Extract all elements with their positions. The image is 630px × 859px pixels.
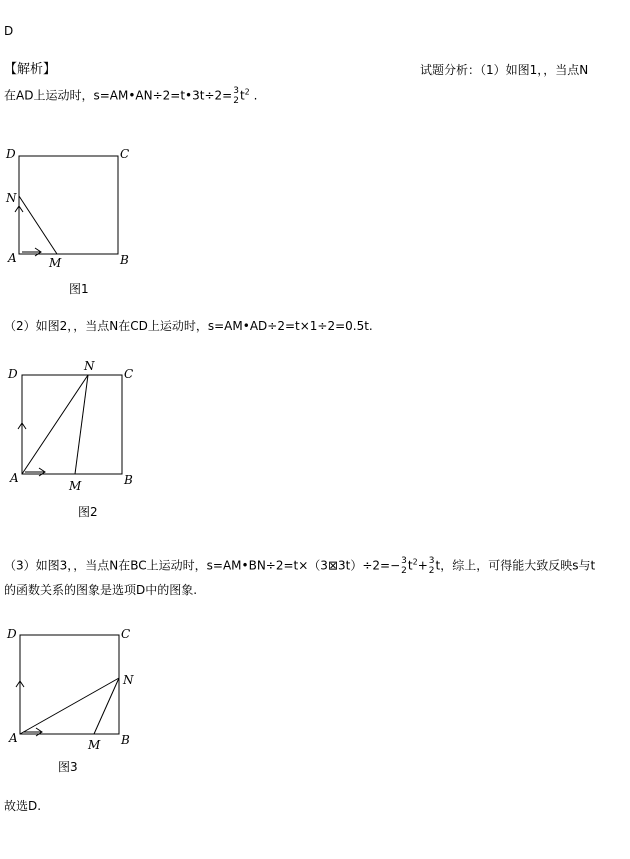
figure-3-caption: 图3 [58,760,78,774]
svg-text:C: C [121,627,131,641]
svg-text:B: B [124,473,133,487]
analysis-heading: 【解析】 [4,62,57,77]
part3-text-line1: （3）如图3，，当点N在BC上运动时，s=AM•BN÷2=t×（3⊠3t）÷2=− 3 2 $t^2+$ 3 2 t，综上，可得能大致反映s与t [4,556,596,576]
figure-2-diagram [0,358,150,498]
part1-text: 在AD上运动时，s=AM•AN÷2=t•3t÷2= 3 2 $t^2$ . [4,86,258,106]
svg-text:N: N [84,359,95,373]
figure-3-diagram [0,618,150,753]
fraction-three-halves: 3 2 [233,86,239,106]
svg-text:N: N [123,673,134,687]
label-d: D [6,147,16,161]
svg-text:A: A [9,731,18,745]
part3-text-line2: 的函数关系的图象是选项D中的图象. [4,583,198,597]
part2-text: （2）如图2，，当点N在CD上运动时，s=AM•AD÷2=t×1÷2=0.5t. [4,319,373,333]
figure-1-caption: 图1 [69,282,89,296]
svg-text:M: M [69,479,82,493]
svg-text:D: D [7,627,17,641]
svg-text:D: D [8,367,18,381]
figure-1-diagram [0,140,150,275]
answer-letter: D [4,24,14,38]
svg-text:M: M [88,738,101,752]
label-m: M [49,256,62,270]
conclusion: 故选D. [4,799,42,813]
svg-text:B: B [121,733,130,747]
label-a: A [8,251,17,265]
figure-2-caption: 图2 [78,505,98,519]
label-n: N [6,191,17,205]
label-b: B [120,253,129,267]
svg-text:A: A [10,471,19,485]
analysis-intro: 试题分析：（1）如图1，，当点N [420,63,589,77]
label-c: C [120,147,130,161]
svg-text:C: C [124,367,134,381]
